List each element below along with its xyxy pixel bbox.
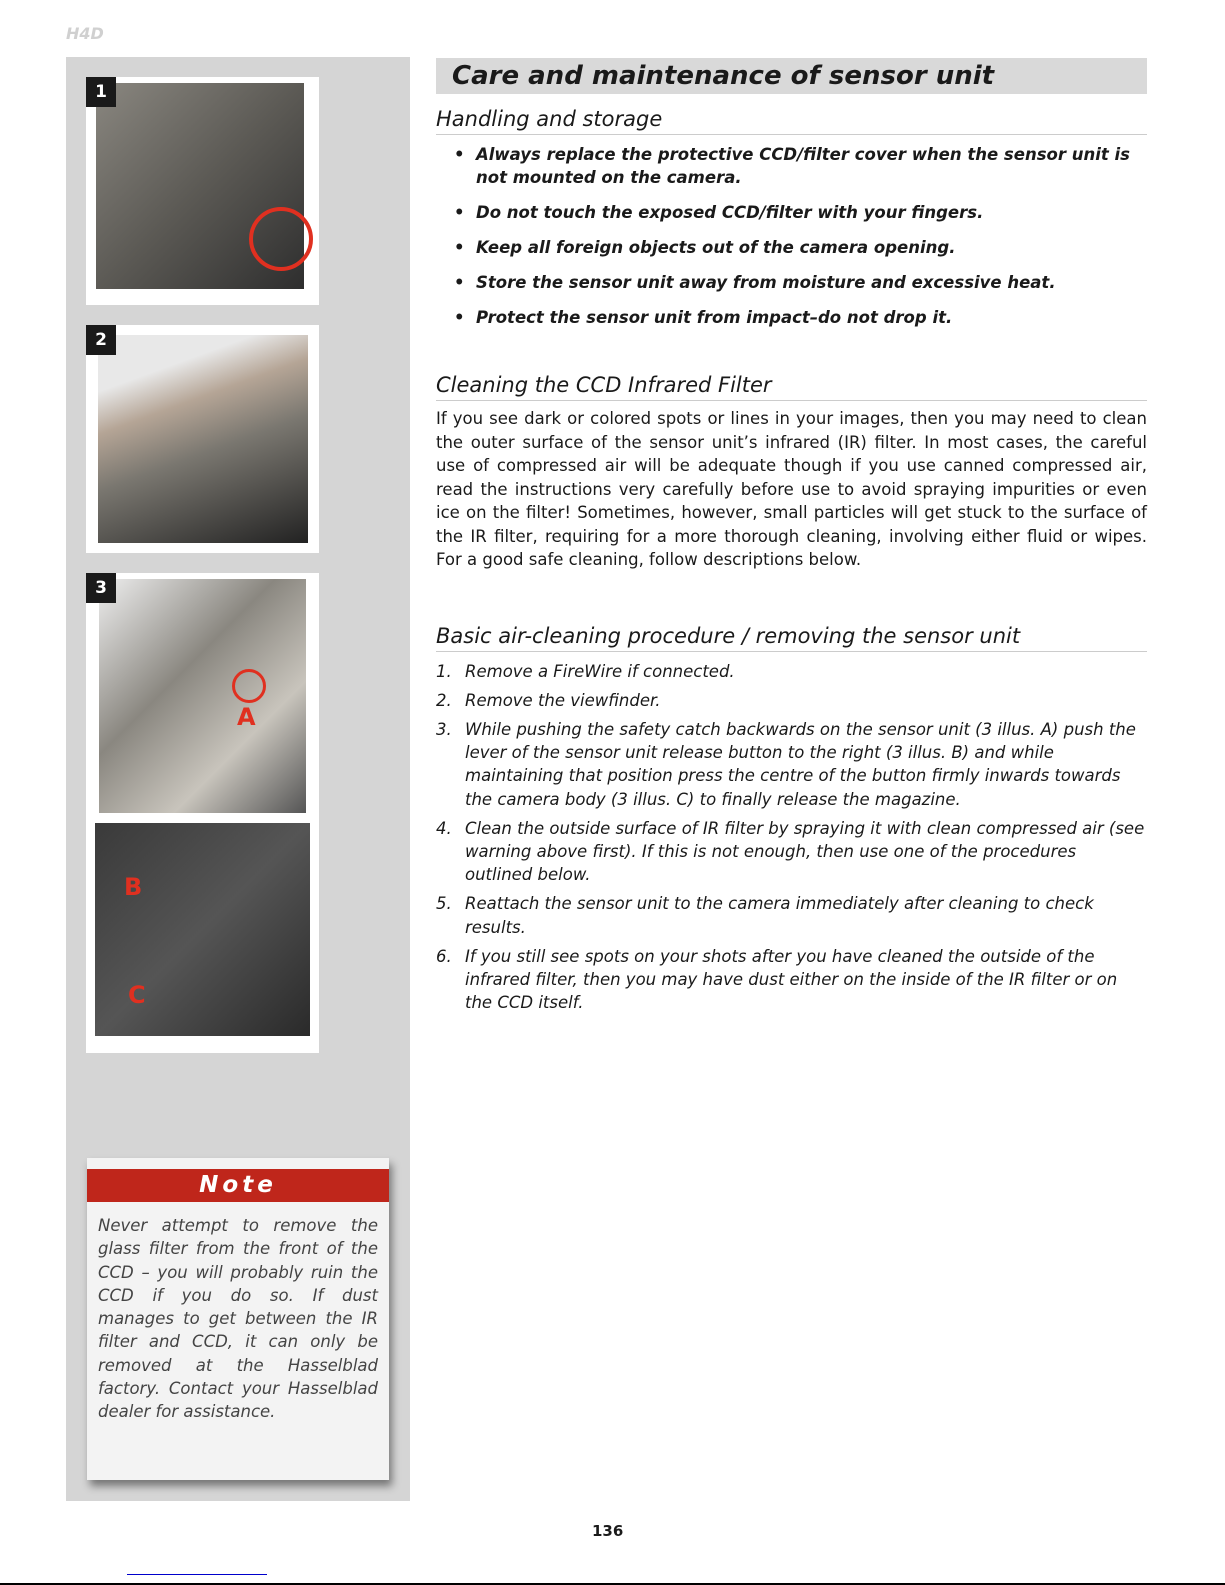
figure-1	[86, 77, 319, 305]
note-text: Never attempt to remove the glass filter from the front of the CCD – you will probably ruin the CCD if you do so. If dust manages to get between the IR filter and CCD, it can only be removed at the Hasselblad factory. Contact your Hasselblad dealer for assistance.	[98, 1216, 378, 1422]
page-title: Care and maintenance of sensor unit	[436, 58, 1147, 94]
step: 1. Remove a FireWire if connected.	[436, 661, 735, 681]
list-item: • Always replace the protective CCD/filter cover when the sensor unit is not mounted on the camera.	[454, 143, 1147, 189]
step: 3. While pushing the safety catch backwards on the sensor unit (3 illus. A) push the lever of the sensor unit release button to the right (3 illus. B) and while maintaining that position press the centre of the button firmly inwards towards the camera body (3 illus. C) to finally release the magazine.	[436, 719, 1136, 809]
note-title: Note	[87, 1169, 389, 1202]
label-c: C	[128, 981, 146, 1009]
figure-number: 1	[86, 77, 116, 107]
handling-list	[436, 143, 1147, 329]
note-box	[87, 1158, 389, 1480]
figure-number: 2	[86, 325, 116, 355]
label-a: A	[237, 703, 256, 731]
procedure-steps	[436, 660, 1147, 1015]
step: 5. Reattach the sensor unit to the camera immediately after cleaning to check results.	[436, 894, 1094, 937]
step: 2. Remove the viewfinder.	[436, 690, 661, 710]
figure-3	[86, 573, 319, 1053]
step: 6. If you still see spots on your shots after you have cleaned the outside of the infrared filter, then you may have dust either on the inside of the IR filter or on the CCD itself.	[436, 946, 1118, 1013]
heading-handling: Handling and storage	[436, 107, 1147, 135]
list-item: • Do not touch the exposed CCD/filter with your fingers.	[454, 201, 1147, 224]
figure-number: 3	[86, 573, 116, 603]
main-content	[436, 58, 1147, 1020]
list-item: • Protect the sensor unit from impact–do not drop it.	[454, 306, 1147, 329]
running-header: H4D	[66, 24, 104, 43]
step: 4. Clean the outside surface of IR filter by spraying it with clean compressed air (see warning above first). If this is not enough, then use one of the procedures outlined below.	[436, 818, 1145, 885]
cleaning-text: If you see dark or colored spots or lines in your images, then you may need to clean the outer surface of the sensor unit’s infrared (IR) filter. In most cases, the careful use of compressed air will be adequate though if you use canned compressed air, read the instructions very carefully before use to avoid spraying impurities or even ice on the filter! Sometimes, however, small particles will get stuck to the surface of the IR filter, requiring for a more thorough cleaning, involving either fluid or wipes. For a good safe cleaning, follow descriptions below.	[436, 409, 1147, 569]
link-underline[interactable]	[127, 1574, 267, 1575]
heading-cleaning: Cleaning the CCD Infrared Filter	[436, 373, 1147, 401]
list-item: • Keep all foreign objects out of the camera opening.	[454, 236, 1147, 259]
page-number: 136	[592, 1522, 624, 1540]
list-item: • Store the sensor unit away from moisture and excessive heat.	[454, 271, 1147, 294]
heading-procedure: Basic air-cleaning procedure / removing the sensor unit	[436, 624, 1147, 652]
figure-2	[86, 325, 319, 553]
label-b: B	[124, 873, 143, 901]
